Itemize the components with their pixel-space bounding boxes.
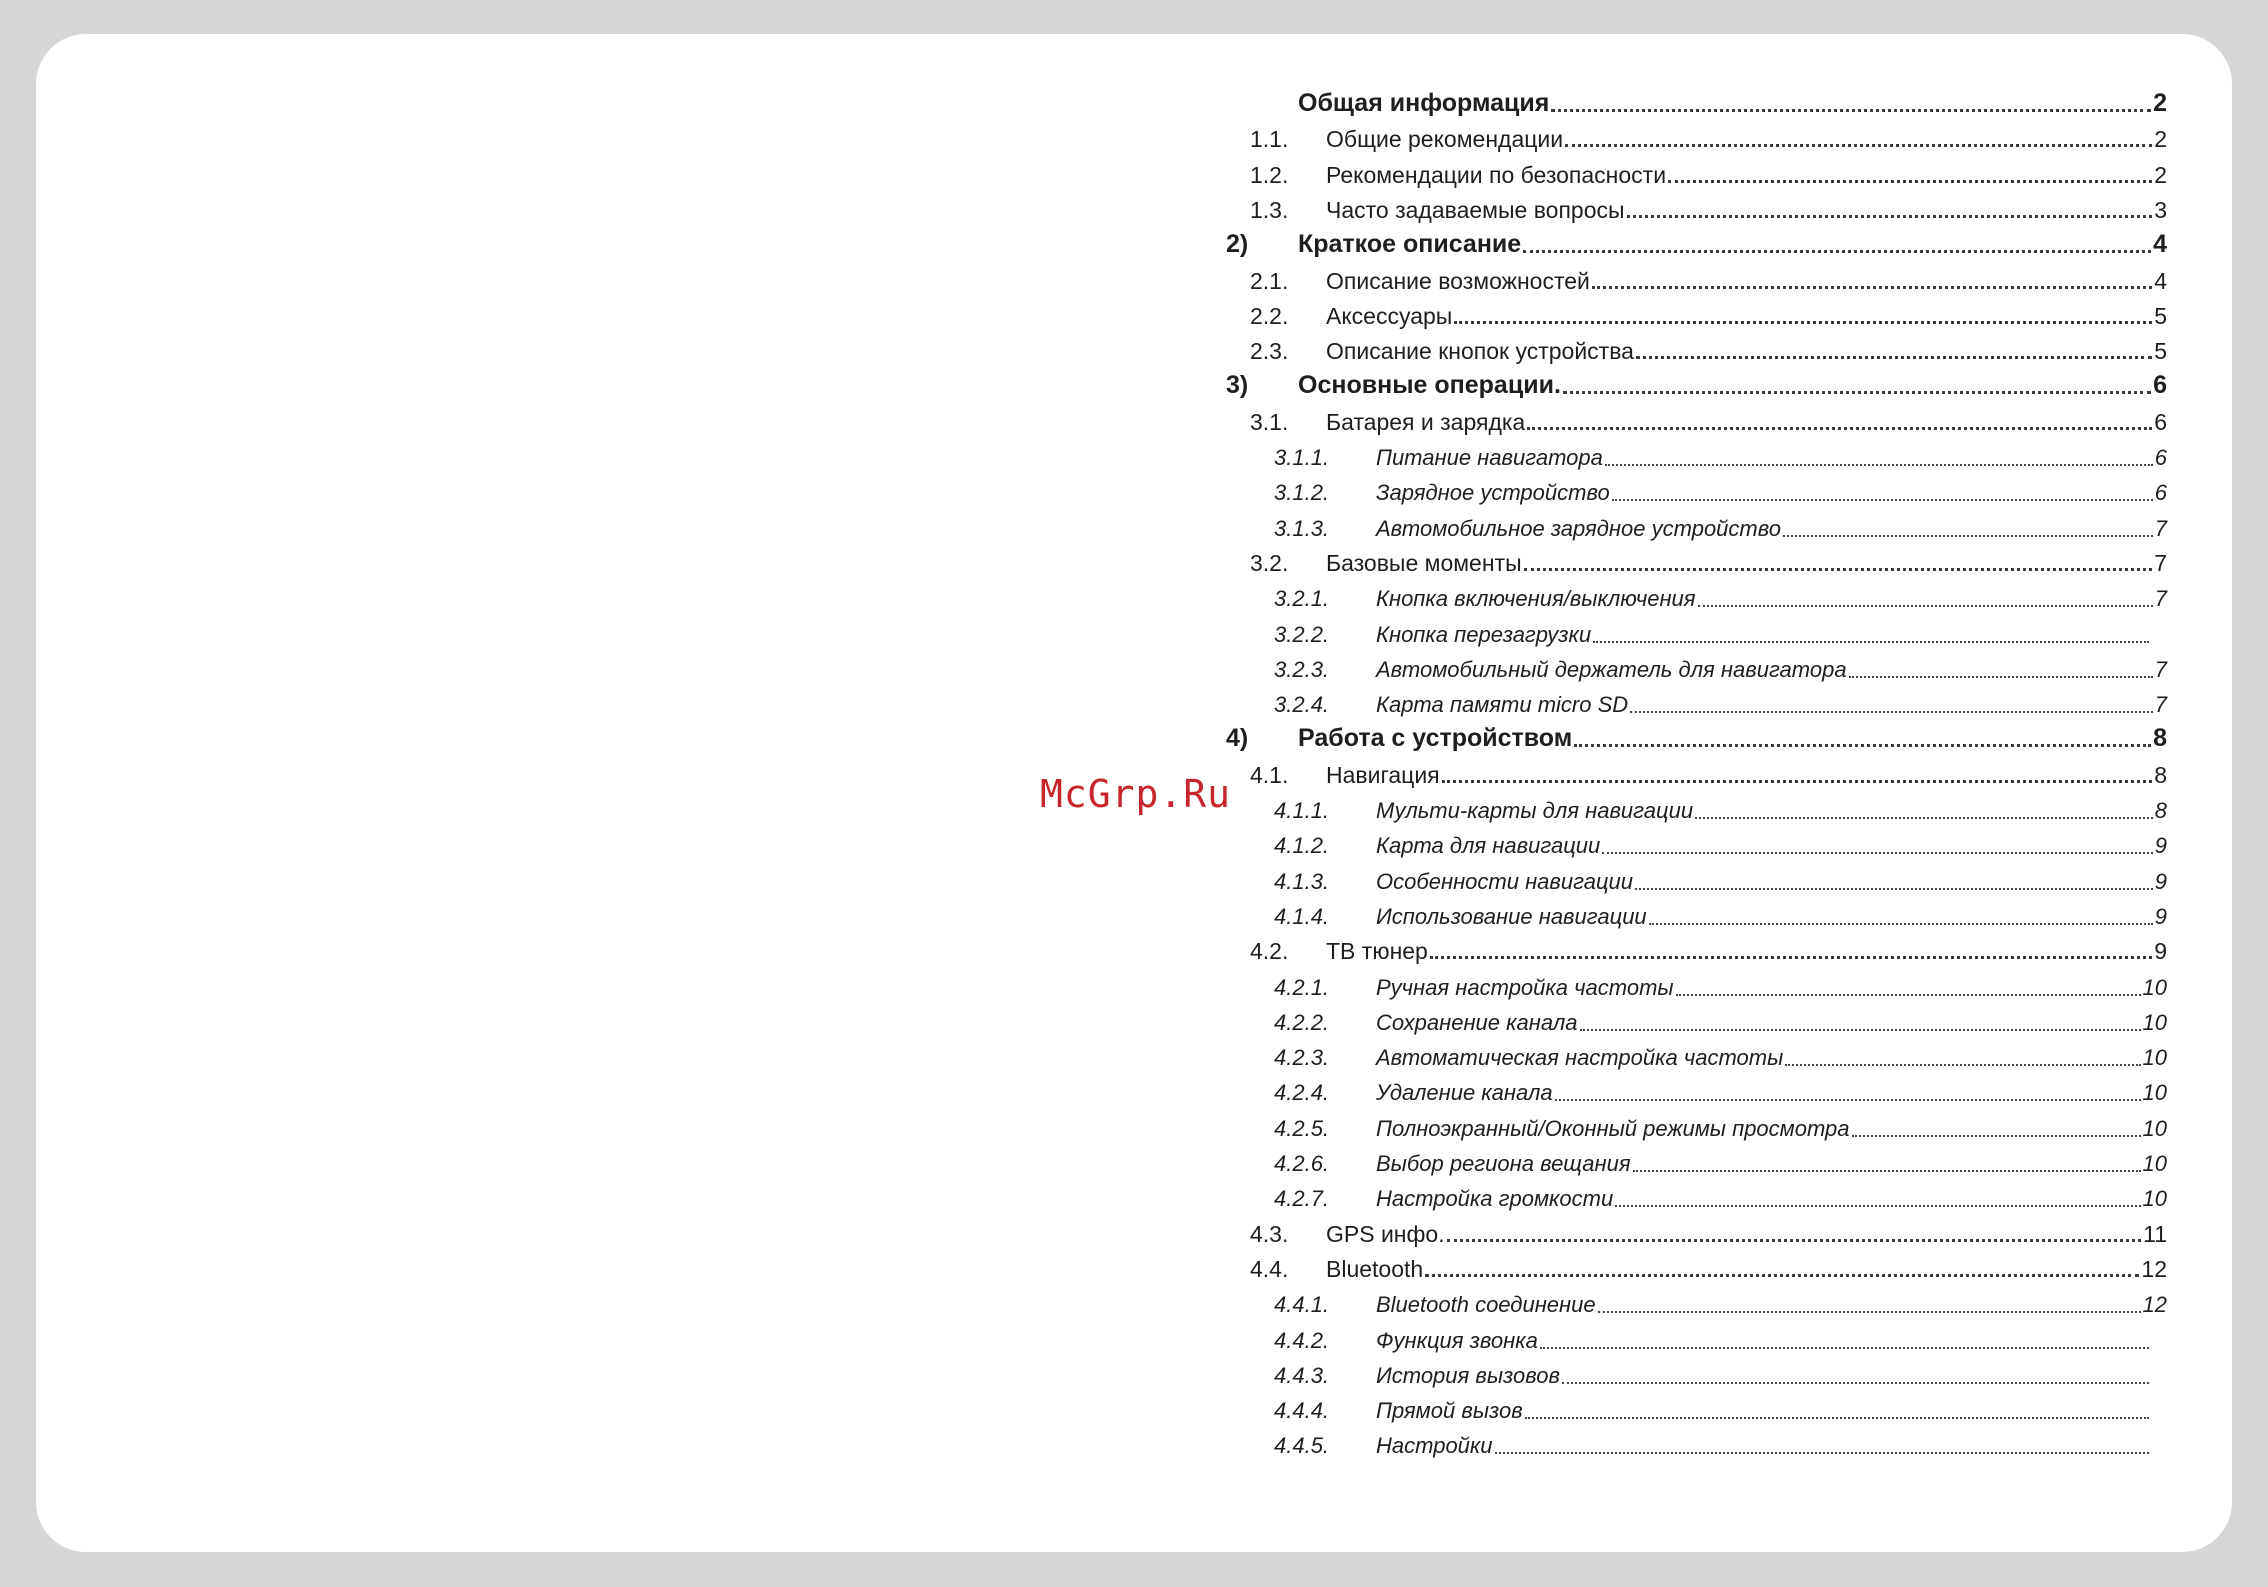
toc-entry[interactable] xyxy=(1274,439,2167,475)
toc-entry-number: 4.4. xyxy=(1250,1255,1289,1282)
toc-entry-page: 2 xyxy=(2154,126,2167,153)
toc-entry-number: 2.3. xyxy=(1250,338,1289,365)
toc-entry[interactable] xyxy=(1274,1145,2167,1181)
dot-leader xyxy=(1447,1239,2141,1242)
toc-entry-page: 10 xyxy=(2142,1045,2167,1071)
dot-leader xyxy=(1523,250,2151,253)
toc-entry-title: Описание возможностей xyxy=(1326,267,1590,294)
toc-entry-number: 4.2.2. xyxy=(1274,1009,1330,1035)
dot-leader xyxy=(1649,923,2153,925)
toc-entry-page: 9 xyxy=(2154,868,2167,894)
toc-entry-title: Кнопка перезагрузки xyxy=(1376,621,1592,647)
toc-entry-title: Ручная настройка частоты xyxy=(1376,974,1674,1000)
toc-entry[interactable] xyxy=(1274,1427,2167,1463)
toc-entry-page: 9 xyxy=(2154,833,2167,859)
toc-entry-title: Аксессуары xyxy=(1326,302,1453,329)
dot-leader xyxy=(1630,711,2153,713)
toc-entry-title: Навигация xyxy=(1326,761,1440,788)
toc-entry[interactable] xyxy=(1274,1180,2167,1216)
toc-entry-number: 3.1.3. xyxy=(1274,515,1330,541)
dot-leader xyxy=(1425,1274,2139,1277)
toc-entry-number: 4.4.4. xyxy=(1274,1398,1330,1424)
toc-entry-number: 4.1. xyxy=(1250,761,1289,788)
toc-entry-page: 7 xyxy=(2154,656,2167,682)
toc-entry[interactable] xyxy=(1250,121,2167,157)
toc-entry-page: 7 xyxy=(2154,549,2167,576)
dot-leader xyxy=(1592,286,2152,289)
toc-entry-page: 2 xyxy=(2153,89,2167,117)
toc-entry[interactable] xyxy=(1274,969,2167,1005)
toc-entry[interactable] xyxy=(1274,580,2167,616)
dot-leader xyxy=(1593,641,2149,643)
dot-leader xyxy=(1852,1135,2141,1137)
toc-entry-page: 8 xyxy=(2154,798,2167,823)
dot-leader xyxy=(1574,744,2151,747)
toc-entry[interactable] xyxy=(1274,1110,2167,1146)
dot-leader xyxy=(1562,1382,2149,1384)
dot-leader xyxy=(1580,1029,2141,1031)
toc-entry-title: Сохранение канала xyxy=(1376,1009,1578,1035)
toc-entry[interactable] xyxy=(1250,298,2167,334)
toc-entry[interactable] xyxy=(1250,545,2167,581)
toc-entry-page: 7 xyxy=(2154,515,2167,541)
toc-entry[interactable] xyxy=(1250,333,2167,369)
dot-leader xyxy=(1598,1311,2141,1313)
toc-entry-title: Функция звонка xyxy=(1376,1327,1538,1353)
toc-entry-title: Выбор региона вещания xyxy=(1376,1151,1631,1176)
toc-entry-number: 1.2. xyxy=(1250,161,1289,188)
toc-entry-number: 4.4.3. xyxy=(1274,1362,1330,1388)
dot-leader xyxy=(1636,356,2152,359)
toc-entry-title: Карта для навигации xyxy=(1376,833,1601,859)
toc-entry-title: Питание навигатора xyxy=(1376,445,1603,470)
dot-leader xyxy=(1565,144,2152,147)
dot-leader xyxy=(1615,1205,2141,1207)
toc-entry-title: ТВ тюнер xyxy=(1326,938,1428,965)
toc-entry-page: 9 xyxy=(2154,903,2167,929)
toc-entry-title: Настройка громкости xyxy=(1376,1186,1614,1212)
toc-entry-title: GPS инфо. xyxy=(1326,1220,1445,1247)
toc-entry-title: Автоматическая настройка частоты xyxy=(1376,1045,1784,1071)
toc-entry-page: 4 xyxy=(2153,230,2167,259)
dot-leader xyxy=(1602,852,2153,854)
toc-entry[interactable] xyxy=(1274,616,2167,652)
toc-entry-title: Bluetooth xyxy=(1326,1255,1424,1282)
dot-leader xyxy=(1563,391,2151,394)
dot-leader xyxy=(1676,994,2141,996)
toc-entry[interactable] xyxy=(1274,792,2167,828)
toc-entry[interactable] xyxy=(1250,1251,2167,1287)
toc-entry-title: Общая информация xyxy=(1298,89,1550,117)
dot-leader xyxy=(1454,321,2152,324)
toc-entry-number: 1.1. xyxy=(1250,126,1289,153)
toc-entry-title: Bluetooth соединение xyxy=(1376,1292,1596,1318)
toc-entry[interactable] xyxy=(1250,1216,2167,1252)
toc-entry[interactable] xyxy=(1274,898,2167,934)
dot-leader xyxy=(1495,1452,2149,1454)
toc-entry-number: 4.4.2. xyxy=(1274,1327,1330,1353)
dot-leader xyxy=(1698,605,2153,607)
toc-entry-page: 10 xyxy=(2142,1115,2167,1141)
toc-entry-page: 11 xyxy=(2143,1220,2167,1247)
toc-entry-page: 6 xyxy=(2154,408,2167,435)
toc-entry-title: Мульти-карты для навигации xyxy=(1376,798,1694,823)
toc-entry-title: Описание кнопок устройства xyxy=(1326,338,1634,365)
toc-entry-number: 4.2.3. xyxy=(1274,1045,1330,1071)
toc-entry-page: 10 xyxy=(2142,1186,2167,1212)
dot-leader xyxy=(1633,1170,2141,1172)
toc-entry-number: 3.1.1. xyxy=(1274,445,1330,470)
dot-leader xyxy=(1635,888,2153,890)
toc-entry[interactable] xyxy=(1274,1357,2167,1393)
dot-leader xyxy=(1627,215,2152,218)
toc-entry-title: Полноэкранный/Оконный режимы просмотра xyxy=(1376,1115,1850,1141)
toc-entry[interactable] xyxy=(1274,510,2167,546)
toc-entry-number: 4.2.4. xyxy=(1274,1080,1330,1106)
toc-entry-title: Краткое описание xyxy=(1298,230,1522,259)
toc-entry-title: Основные операции. xyxy=(1298,371,1561,400)
toc-entry-page: 10 xyxy=(2142,1151,2167,1176)
toc-entry-title: Рекомендации по безопасности xyxy=(1326,161,1667,188)
toc-entry-page: 10 xyxy=(2142,1009,2167,1035)
toc-entry-number: 4.2.7. xyxy=(1274,1186,1330,1212)
toc-entry[interactable] xyxy=(1274,1322,2167,1358)
toc-entry-page: 8 xyxy=(2154,761,2167,788)
toc-entry[interactable] xyxy=(1250,404,2167,440)
toc-entry[interactable] xyxy=(1250,933,2167,969)
toc-entry-title: История вызовов xyxy=(1376,1362,1560,1388)
toc-entry-page: 10 xyxy=(2142,974,2167,1000)
toc-entry-title: Общие рекомендации xyxy=(1326,126,1564,153)
dot-leader xyxy=(1524,568,2152,571)
toc-entry-title: Часто задаваемые вопросы xyxy=(1326,196,1625,223)
toc-entry[interactable] xyxy=(1274,827,2167,863)
toc-entry-number: 3.1.2. xyxy=(1274,480,1330,506)
dot-leader xyxy=(1430,956,2152,959)
dot-leader xyxy=(1612,499,2153,501)
toc-entry-page: 6 xyxy=(2154,445,2167,470)
toc-entry[interactable] xyxy=(1274,1392,2167,1428)
toc-entry-number: 3.2. xyxy=(1250,549,1289,576)
toc-entry-number: 3.2.2. xyxy=(1274,621,1330,647)
toc-entry-number: 4.2.1. xyxy=(1274,974,1330,1000)
toc-entry-page: 3 xyxy=(2154,196,2167,223)
toc-entry-page: 5 xyxy=(2154,338,2167,365)
dot-leader xyxy=(1527,427,2152,430)
toc-entry-number: 4.1.4. xyxy=(1274,903,1330,929)
toc-entry-page: 5 xyxy=(2154,302,2167,329)
dot-leader xyxy=(1605,464,2153,466)
toc-entry-page: 9 xyxy=(2154,938,2167,965)
toc-entry-title: Кнопка включения/выключения xyxy=(1376,586,1696,612)
toc-entry-number: 2.2. xyxy=(1250,302,1289,329)
toc-entry[interactable] xyxy=(1250,263,2167,299)
toc-entry[interactable] xyxy=(1274,1074,2167,1110)
watermark: McGrp.Ru xyxy=(1040,772,1232,816)
toc-entry-number: 4.1.2. xyxy=(1274,833,1330,859)
toc-entry-number: 3.2.1. xyxy=(1274,586,1330,612)
toc-entry-page: 2 xyxy=(2154,161,2167,188)
toc-entry[interactable] xyxy=(1226,86,2167,122)
toc-entry-title: Использование навигации xyxy=(1376,903,1647,929)
toc-entry[interactable] xyxy=(1274,1039,2167,1075)
toc-entry-title: Прямой вызов xyxy=(1376,1398,1523,1424)
toc-entry-title: Автомобильный держатель для навигатора xyxy=(1376,656,1847,682)
toc-entry-title: Особенности навигации xyxy=(1376,868,1634,894)
toc-entry-page: 7 xyxy=(2154,692,2167,718)
toc-entry-number: 4.4.5. xyxy=(1274,1433,1330,1459)
toc-entry[interactable] xyxy=(1274,863,2167,899)
toc-entry-number: 4.4.1. xyxy=(1274,1292,1330,1318)
toc-entry[interactable] xyxy=(1274,1004,2167,1040)
toc-entry-page: 4 xyxy=(2154,267,2167,294)
toc-entry[interactable] xyxy=(1226,227,2167,263)
dot-leader xyxy=(1442,780,2152,783)
toc-entry-title: Удаление канала xyxy=(1376,1080,1553,1106)
toc-entry[interactable] xyxy=(1274,1286,2167,1322)
toc-entry-page: 8 xyxy=(2153,724,2167,753)
toc-entry[interactable] xyxy=(1250,757,2167,793)
toc-entry[interactable] xyxy=(1274,651,2167,687)
toc-entry-title: Зарядное устройство xyxy=(1376,480,1610,506)
toc-entry-title: Автомобильное зарядное устройство xyxy=(1376,515,1781,541)
toc-entry[interactable] xyxy=(1250,157,2167,193)
toc-entry-number: 4) xyxy=(1226,724,1249,753)
dot-leader xyxy=(1695,817,2153,819)
toc-entry-number: 1.3. xyxy=(1250,196,1289,223)
dot-leader xyxy=(1668,180,2152,183)
dot-leader xyxy=(1555,1099,2141,1101)
toc-entry[interactable] xyxy=(1250,192,2167,228)
toc-entry-number: 3.2.3. xyxy=(1274,656,1330,682)
toc-entry-number: 3) xyxy=(1226,371,1249,400)
toc-entry-page: 6 xyxy=(2153,371,2167,400)
toc-entry-title: Работа с устройством xyxy=(1298,724,1573,753)
toc-entry-page: 12 xyxy=(2141,1255,2167,1282)
dot-leader xyxy=(1849,676,2153,678)
dot-leader xyxy=(1551,109,2151,112)
dot-leader xyxy=(1525,1417,2149,1419)
toc-entry-number: 3.2.4. xyxy=(1274,692,1330,718)
toc-entry-number: 4.2. xyxy=(1250,938,1289,965)
dot-leader xyxy=(1540,1347,2149,1349)
toc-entry-title: Батарея и зарядка xyxy=(1326,408,1526,435)
toc-entry-page: 12 xyxy=(2142,1292,2167,1318)
toc-entry[interactable] xyxy=(1274,474,2167,510)
toc-entry-number: 4.2.6. xyxy=(1274,1151,1330,1176)
toc-entry-number: 4.2.5. xyxy=(1274,1115,1330,1141)
toc-entry-number: 2) xyxy=(1226,230,1249,259)
toc-entry-title: Карта памяти micro SD xyxy=(1376,692,1629,718)
toc-entry-title: Базовые моменты xyxy=(1326,549,1522,576)
toc-entry-title: Настройки xyxy=(1376,1433,1493,1459)
toc-entry-number: 4.1.1. xyxy=(1274,798,1330,823)
dot-leader xyxy=(1785,1064,2141,1066)
toc-entry-number: 2.1. xyxy=(1250,267,1289,294)
toc-entry-page: 6 xyxy=(2154,480,2167,506)
toc-entry-number: 4.3. xyxy=(1250,1220,1289,1247)
toc-entry-page: 7 xyxy=(2154,586,2167,612)
toc-entry[interactable] xyxy=(1274,686,2167,722)
toc-entry[interactable] xyxy=(1226,721,2167,757)
toc-entry-number: 4.1.3. xyxy=(1274,868,1330,894)
toc-entry-page: 10 xyxy=(2142,1080,2167,1106)
dot-leader xyxy=(1783,535,2153,537)
toc-entry[interactable] xyxy=(1226,368,2167,404)
toc-entry-number: 3.1. xyxy=(1250,408,1289,435)
